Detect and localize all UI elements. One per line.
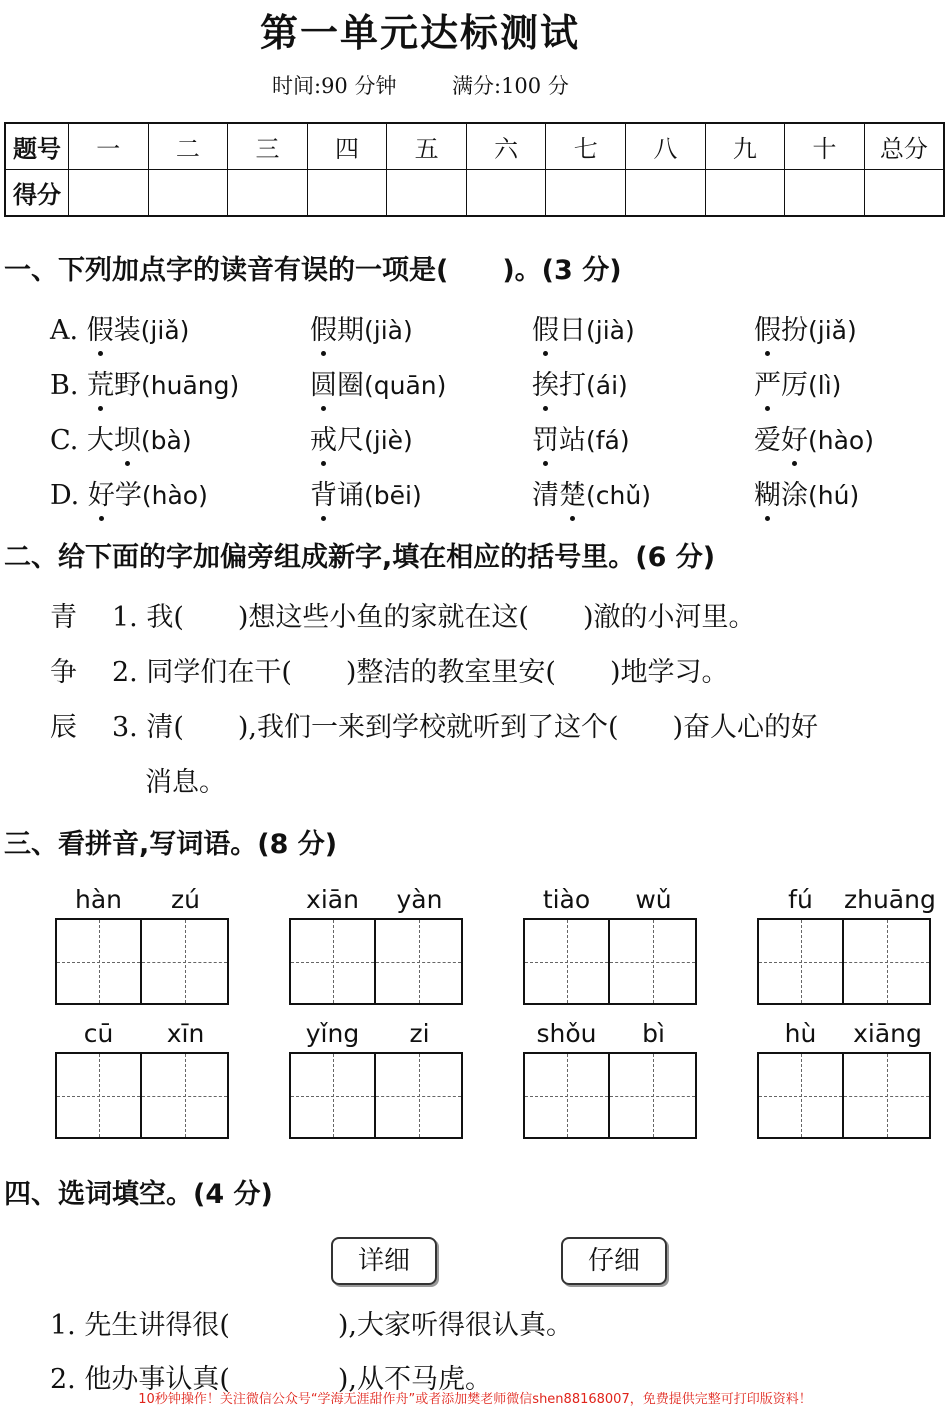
option-word: 荒野	[87, 370, 141, 401]
option-pinyin: (jià)	[586, 316, 635, 345]
score-input-cell[interactable]	[228, 170, 308, 217]
option-pinyin: (quān)	[364, 371, 447, 400]
dotted-char: 罚	[532, 418, 559, 457]
score-header-cell: 总分	[864, 123, 944, 170]
option-word: 糊涂	[754, 480, 808, 511]
section2-continuation: 消息。	[145, 767, 226, 798]
score-header-cell: 四	[307, 123, 387, 170]
writing-cell[interactable]	[610, 1052, 697, 1139]
option-pinyin: (chǔ)	[586, 481, 651, 510]
score-input-cell[interactable]	[785, 170, 865, 217]
option-label: B.	[50, 370, 88, 401]
section2-char: 辰	[50, 712, 77, 743]
writing-cell[interactable]	[376, 918, 463, 1005]
score-table-header-row	[5, 123, 944, 170]
dotted-char: 严	[754, 363, 781, 402]
section3-heading: 三、看拼音,写词语。(8 分)	[4, 829, 338, 860]
pinyin-label: hù	[784, 1019, 817, 1048]
writing-grid	[523, 918, 697, 1005]
dotted-char: 楚	[559, 473, 586, 512]
writing-grid	[757, 1052, 931, 1139]
pinyin-label: tiào	[542, 885, 591, 914]
score-input-cell[interactable]	[705, 170, 785, 217]
writing-grid	[55, 918, 229, 1005]
option-word: 大坝	[87, 425, 141, 456]
option-item	[50, 473, 208, 512]
writing-grid	[289, 918, 463, 1005]
option-word: 严厉	[754, 370, 808, 401]
option-word: 假装	[87, 315, 141, 346]
option-word: 爱好	[754, 425, 808, 456]
score-header-cell: 二	[148, 123, 228, 170]
option-item	[754, 363, 841, 402]
writing-cell[interactable]	[757, 1052, 844, 1139]
score-input-cell[interactable]	[546, 170, 626, 217]
option-pinyin: (ái)	[586, 371, 628, 400]
score-header-cell: 七	[546, 123, 626, 170]
option-pinyin: (fá)	[586, 426, 630, 455]
section2-char: 争	[50, 657, 77, 688]
writing-cell[interactable]	[844, 918, 931, 1005]
dotted-char: 挨	[532, 363, 559, 402]
writing-grid	[757, 918, 931, 1005]
score-row-label: 得分	[5, 170, 69, 217]
section2-sentence: 2. 同学们在干( )整洁的教室里安( )地学习。	[112, 657, 729, 688]
option-pinyin: (hú)	[808, 481, 860, 510]
score-input-cell[interactable]	[387, 170, 467, 217]
choice-word-box: 仔细	[561, 1237, 667, 1285]
footer-notice: 10秒钟操作！关注微信公众号“学海无涯甜作舟”或者添加樊老师微信shen88168007，免费提供完整可打印版资料！	[138, 1392, 812, 1407]
option-word: 假期	[310, 315, 364, 346]
writing-cell[interactable]	[55, 918, 142, 1005]
writing-cell[interactable]	[376, 1052, 463, 1139]
score-header-cell: 九	[705, 123, 785, 170]
option-item	[532, 308, 635, 347]
option-pinyin: (hào)	[141, 481, 208, 510]
time-info: 时间:90 分钟	[272, 74, 397, 98]
dotted-char: 假	[310, 308, 337, 347]
section2-sentence: 1. 我( )想这些小鱼的家就在这( )澈的小河里。	[112, 602, 756, 633]
pinyin-label: zú	[171, 885, 200, 914]
pinyin-label: zhuāng	[844, 885, 936, 914]
dotted-char: 戒	[310, 418, 337, 457]
dotted-char: 荒	[87, 363, 114, 402]
option-item	[754, 473, 859, 512]
option-pinyin: (lì)	[808, 371, 842, 400]
option-item	[754, 308, 857, 347]
option-pinyin: (huāng)	[141, 371, 240, 400]
pinyin-label: hàn	[74, 885, 122, 914]
score-header-cell: 一	[69, 123, 149, 170]
pinyin-label: xiāng	[853, 1019, 922, 1048]
writing-grid	[55, 1052, 229, 1139]
option-item	[310, 473, 422, 512]
writing-cell[interactable]	[844, 1052, 931, 1139]
dotted-char: 好	[781, 418, 808, 457]
score-input-cell[interactable]	[626, 170, 706, 217]
section4-sentence: 2. 他办事认真( ),从不马虎。	[50, 1364, 492, 1395]
option-word: 背诵	[310, 480, 364, 511]
pinyin-label: shǒu	[536, 1019, 597, 1048]
option-item	[50, 418, 192, 457]
section2-sentence: 3. 清( ),我们一来到学校就听到了这个( )奋人心的好	[112, 712, 819, 743]
pinyin-label: fú	[788, 885, 813, 914]
dotted-char: 好	[88, 473, 115, 512]
dotted-char: 糊	[754, 473, 781, 512]
option-word: 清楚	[532, 480, 586, 511]
option-label: C.	[50, 425, 87, 456]
dotted-char: 假	[87, 308, 114, 347]
option-item	[754, 418, 874, 457]
section2-heading: 二、给下面的字加偏旁组成新字,填在相应的括号里。(6 分)	[4, 542, 716, 573]
option-word: 罚站	[532, 425, 586, 456]
option-item	[310, 418, 413, 457]
pinyin-label: xīn	[166, 1019, 205, 1048]
option-pinyin: (hào)	[808, 426, 874, 455]
writing-cell[interactable]	[142, 1052, 229, 1139]
score-header-cell: 题号	[5, 123, 69, 170]
section4-heading: 四、选词填空。(4 分)	[4, 1179, 273, 1210]
option-word: 假日	[532, 315, 586, 346]
writing-cell[interactable]	[523, 1052, 610, 1139]
score-header-cell: 五	[387, 123, 467, 170]
section4-sentence: 1. 先生讲得很( ),大家听得很认真。	[50, 1310, 573, 1341]
option-item	[532, 473, 651, 512]
option-pinyin: (jià)	[364, 316, 413, 345]
score-header-cell: 三	[228, 123, 308, 170]
score-header-cell: 八	[626, 123, 706, 170]
section1-heading: 一、下列加点字的读音有误的一项是( )。(3 分)	[4, 255, 622, 286]
option-label: A.	[50, 315, 87, 346]
option-item	[50, 363, 239, 402]
score-table-score-row	[5, 170, 944, 217]
pinyin-label: yǐng	[305, 1019, 360, 1048]
writing-cell[interactable]	[523, 918, 610, 1005]
writing-cell[interactable]	[289, 918, 376, 1005]
pinyin-label: cū	[83, 1019, 114, 1048]
writing-cell[interactable]	[55, 1052, 142, 1139]
pinyin-label: xiān	[306, 885, 359, 914]
score-table	[4, 122, 945, 217]
full-score-info: 满分:100 分	[452, 74, 569, 98]
option-word: 好学	[88, 480, 142, 511]
writing-cell[interactable]	[289, 1052, 376, 1139]
writing-grid	[523, 1052, 697, 1139]
score-header-cell: 十	[785, 123, 865, 170]
score-input-cell[interactable]	[69, 170, 149, 217]
option-word: 圆圈	[310, 370, 364, 401]
writing-cell[interactable]	[757, 918, 844, 1005]
writing-cell[interactable]	[610, 918, 697, 1005]
option-item	[310, 363, 446, 402]
score-input-cell[interactable]	[864, 170, 944, 217]
option-item	[310, 308, 413, 347]
choice-word-box: 详细	[331, 1237, 437, 1285]
option-word: 戒尺	[310, 425, 364, 456]
option-item	[532, 418, 630, 457]
dotted-char: 背	[310, 473, 337, 512]
score-input-cell[interactable]	[466, 170, 546, 217]
option-label: D.	[50, 480, 88, 511]
dotted-char: 假	[754, 308, 781, 347]
option-pinyin: (bà)	[140, 426, 192, 455]
score-input-cell[interactable]	[148, 170, 228, 217]
pinyin-label: zi	[409, 1019, 430, 1048]
section2-char: 青	[50, 602, 77, 633]
pinyin-label: bì	[642, 1019, 665, 1048]
page-title: 第一单元达标测试	[259, 11, 580, 55]
dotted-char: 坝	[114, 418, 141, 457]
score-input-cell[interactable]	[307, 170, 387, 217]
option-pinyin: (jiǎ)	[140, 316, 190, 345]
pinyin-label: wǔ	[635, 885, 672, 914]
dotted-char: 假	[532, 308, 559, 347]
option-pinyin: (jiè)	[364, 426, 413, 455]
option-word: 假扮	[754, 315, 808, 346]
option-word: 挨打	[532, 370, 586, 401]
pinyin-label: yàn	[396, 885, 443, 914]
writing-cell[interactable]	[142, 918, 229, 1005]
option-item	[532, 363, 628, 402]
dotted-char: 圆	[310, 363, 337, 402]
option-pinyin: (bēi)	[364, 481, 422, 510]
score-header-cell: 六	[466, 123, 546, 170]
option-pinyin: (jiǎ)	[808, 316, 857, 345]
writing-grid	[289, 1052, 463, 1139]
option-item	[50, 308, 189, 347]
